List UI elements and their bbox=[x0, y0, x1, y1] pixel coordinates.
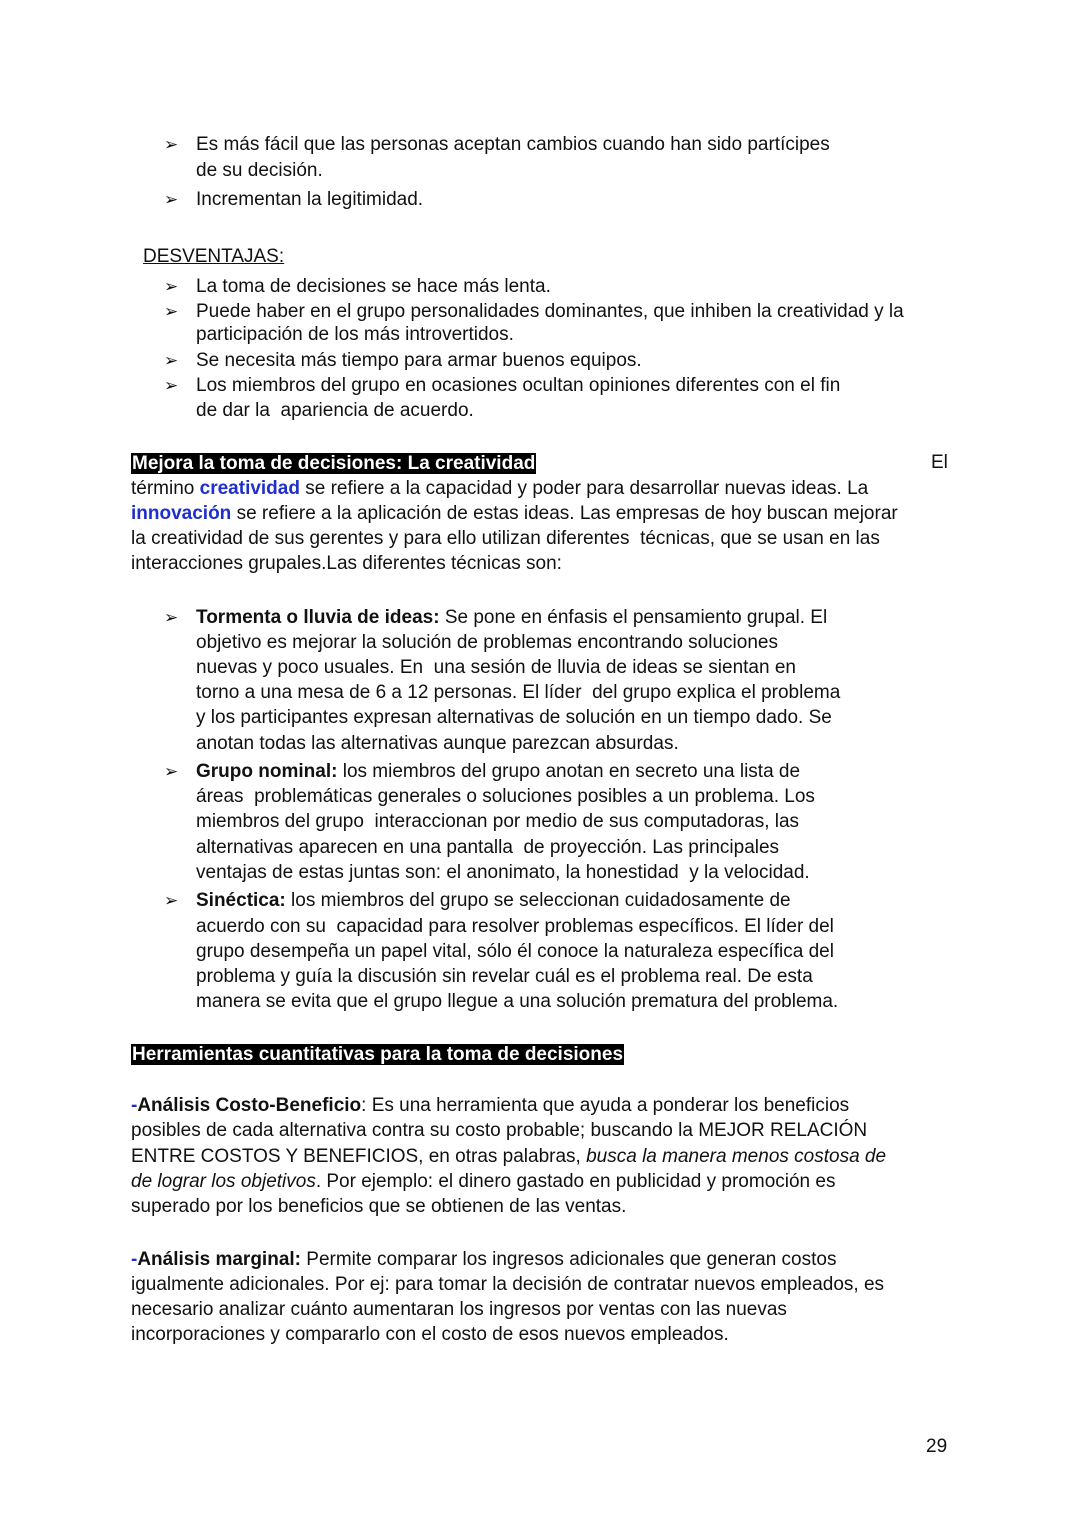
section-heading bbox=[131, 1043, 624, 1067]
text-run: de lograr los objetivos bbox=[131, 1171, 316, 1192]
bullet-item-line bbox=[164, 374, 841, 398]
text-run: Mejora la toma de decisiones: La creatividad bbox=[132, 453, 536, 474]
text-line bbox=[196, 732, 679, 756]
arrow-bullet-icon: ➢ bbox=[164, 302, 179, 321]
bullet-item-line bbox=[164, 188, 424, 212]
text-run: posibles de cada alternativa contra su costo probable; buscando la MEJOR RELACIÓN bbox=[131, 1120, 868, 1141]
bullet-item-line bbox=[164, 300, 904, 324]
text-run: DESVENTAJAS: bbox=[143, 246, 285, 267]
bold-term: Análisis Costo-Beneficio bbox=[137, 1095, 362, 1116]
text-line bbox=[196, 836, 779, 860]
arrow-bullet-icon: ➢ bbox=[164, 135, 179, 154]
arrow-bullet-icon: ➢ bbox=[164, 608, 179, 627]
text-run: : Es una herramienta que ayuda a ponderar los beneficios bbox=[361, 1095, 850, 1116]
text-run: incorporaciones y compararlo con el costo de esos nuevos empleados. bbox=[131, 1324, 729, 1345]
text-line bbox=[143, 245, 284, 269]
text-run: los miembros del grupo se seleccionan cuidadosamente de bbox=[285, 890, 791, 911]
text-line bbox=[131, 1248, 836, 1272]
text-line bbox=[196, 631, 778, 655]
text-run: nuevas y poco usuales. En una sesión de lluvia de ideas se sientan en bbox=[196, 657, 796, 678]
text-line bbox=[196, 915, 834, 939]
text-line bbox=[196, 656, 796, 680]
text-run: áreas problemáticas generales o soluciones posibles a un problema. Los bbox=[196, 786, 815, 807]
text-run: Se pone en énfasis el pensamiento grupal. El bbox=[439, 607, 828, 628]
text-run: ENTRE COSTOS Y BENEFICIOS, en otras palabras, bbox=[131, 1146, 587, 1167]
bullet-item-line bbox=[164, 275, 551, 299]
text-line bbox=[131, 502, 898, 526]
text-line bbox=[196, 323, 514, 347]
text-run: ventajas de estas juntas son: el anonimato, la honestidad y la velocidad. bbox=[196, 862, 810, 883]
text-run: Es más fácil que las personas aceptan cambios cuando han sido partícipes bbox=[196, 134, 830, 155]
text-run: la creatividad de sus gerentes y para ello utilizan diferentes técnicas, que se usan en las bbox=[131, 528, 880, 549]
text-run: grupo desempeña un papel vital, sólo él conoce la naturaleza específica del bbox=[196, 941, 834, 962]
text-run: alternativas aparecen en una pantalla de proyección. Las principales bbox=[196, 837, 780, 858]
bullet-item-line bbox=[164, 349, 642, 373]
text-line bbox=[131, 1119, 867, 1143]
text-line bbox=[131, 1323, 729, 1347]
text-run: problema y guía la discusión sin revelar cuál es el problema real. De esta bbox=[196, 966, 813, 987]
text-run: Puede haber en el grupo personalidades dominantes, que inhiben la creatividad y la bbox=[196, 301, 904, 322]
text-run: objetivo es mejorar la solución de problemas encontrando soluciones bbox=[196, 632, 778, 653]
bold-term: Análisis marginal: bbox=[137, 1249, 301, 1270]
text-run: y los participantes expresan alternativas de solución en un tiempo dado. Se bbox=[196, 707, 832, 728]
text-run: Se necesita más tiempo para armar buenos equipos. bbox=[196, 350, 642, 371]
text-line bbox=[131, 1145, 886, 1169]
text-run: anotan todas las alternativas aunque parezcan absurdas. bbox=[196, 733, 679, 754]
arrow-bullet-icon: ➢ bbox=[164, 190, 179, 209]
text-line bbox=[131, 1195, 626, 1219]
text-line bbox=[131, 1273, 884, 1297]
text-run: Permite comparar los ingresos adicionales que generan costos bbox=[301, 1249, 837, 1270]
text-line bbox=[196, 785, 815, 809]
text-run: . Por ejemplo: el dinero gastado en publicidad y promoción es bbox=[315, 1171, 836, 1192]
text-run: Herramientas cuantitativas para la toma de decisiones bbox=[132, 1044, 624, 1065]
text-run: participación de los más introvertidos. bbox=[196, 324, 514, 345]
bullet-item-line bbox=[164, 760, 801, 784]
text-line bbox=[196, 861, 810, 885]
text-run: igualmente adicionales. Por ej: para tomar la decisión de contratar nuevos empleados, es bbox=[131, 1274, 885, 1295]
text-run: Los miembros del grupo en ocasiones ocultan opiniones diferentes con el fin bbox=[196, 375, 841, 396]
text-line bbox=[131, 1094, 849, 1118]
text-run: - bbox=[131, 1095, 138, 1116]
arrow-bullet-icon: ➢ bbox=[164, 891, 179, 910]
text-line bbox=[131, 1170, 835, 1194]
text-run: interacciones grupales.Las diferentes técnicas son: bbox=[131, 553, 562, 574]
highlighted-term: innovación bbox=[131, 503, 232, 524]
text-run: miembros del grupo interaccionan por medio de sus computadoras, las bbox=[196, 811, 800, 832]
text-line bbox=[131, 527, 880, 551]
text-line bbox=[131, 552, 562, 576]
text-run: se refiere a la capacidad y poder para desarrollar nuevas ideas. La bbox=[299, 478, 869, 499]
text-line bbox=[196, 159, 323, 183]
text-run: Incrementan la legitimidad. bbox=[196, 189, 424, 210]
text-run: superado por los beneficios que se obtienen de las ventas. bbox=[131, 1196, 627, 1217]
text-run: término bbox=[131, 478, 200, 499]
text-line bbox=[196, 990, 838, 1014]
arrow-bullet-icon: ➢ bbox=[164, 376, 179, 395]
arrow-bullet-icon: ➢ bbox=[164, 277, 179, 296]
section-heading bbox=[131, 452, 536, 476]
page-number: 29 bbox=[926, 1436, 948, 1457]
text-line bbox=[196, 399, 474, 423]
text-line bbox=[196, 706, 832, 730]
bullet-item-line bbox=[164, 133, 830, 157]
text-run: acuerdo con su capacidad para resolver problemas específicos. El líder del bbox=[196, 916, 834, 937]
bold-term: Tormenta o lluvia de ideas: bbox=[196, 607, 440, 628]
text-run: torno a una mesa de 6 a 12 personas. El líder del grupo explica el problema bbox=[196, 682, 841, 703]
text-line bbox=[196, 681, 840, 705]
text-line bbox=[196, 810, 799, 834]
trailing-word: El bbox=[931, 452, 948, 473]
text-run: necesario analizar cuánto aumentaran los ingresos por ventas con las nuevas bbox=[131, 1299, 787, 1320]
arrow-bullet-icon: ➢ bbox=[164, 351, 179, 370]
bold-term: Grupo nominal: bbox=[196, 761, 338, 782]
text-run: manera se evita que el grupo llegue a una solución prematura del problema. bbox=[196, 991, 839, 1012]
highlighted-term: creatividad bbox=[199, 478, 300, 499]
text-run: La toma de decisiones se hace más lenta. bbox=[196, 276, 551, 297]
text-line bbox=[196, 965, 813, 989]
text-run: busca la manera menos costosa de bbox=[586, 1146, 887, 1167]
text-run: se refiere a la aplicación de estas ideas. Las empresas de hoy buscan mejorar bbox=[231, 503, 898, 524]
text-line bbox=[196, 940, 834, 964]
text-run: - bbox=[131, 1249, 138, 1270]
text-run: de dar la apariencia de acuerdo. bbox=[196, 400, 474, 421]
text-run: los miembros del grupo anotan en secreto una lista de bbox=[337, 761, 801, 782]
bullet-item-line bbox=[164, 889, 791, 913]
text-line bbox=[131, 1298, 787, 1322]
text-line bbox=[131, 477, 868, 501]
bold-term: Sinéctica: bbox=[196, 890, 286, 911]
bullet-item-line bbox=[164, 606, 828, 630]
arrow-bullet-icon: ➢ bbox=[164, 762, 179, 781]
text-run: de su decisión. bbox=[196, 160, 323, 181]
